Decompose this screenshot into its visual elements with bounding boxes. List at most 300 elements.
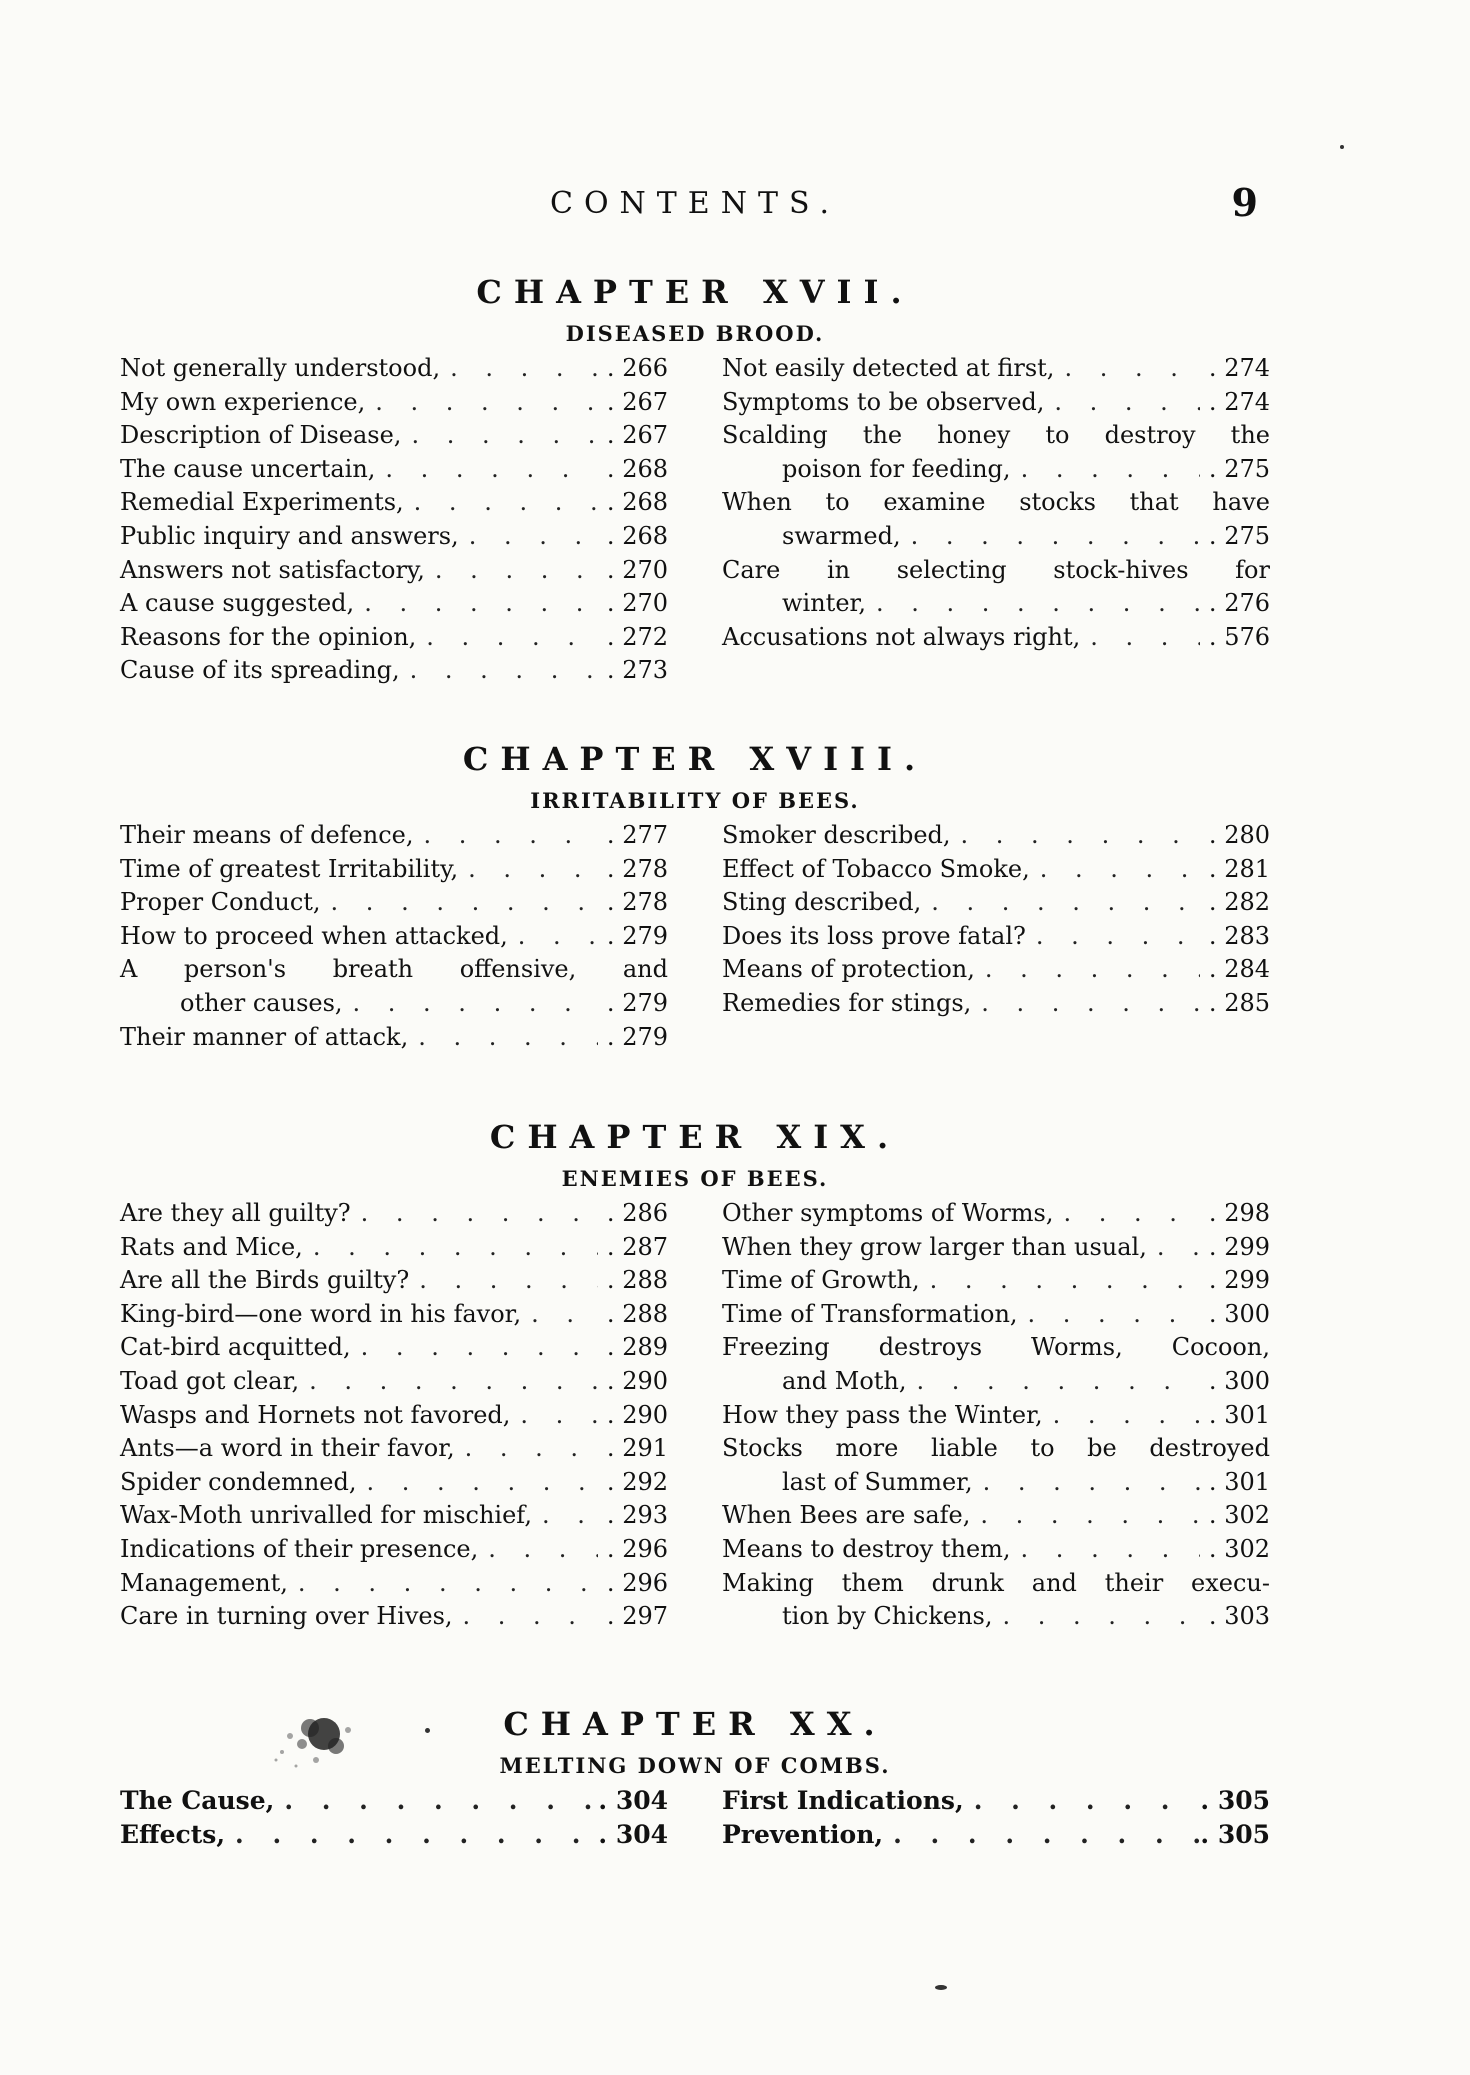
dot-leader [975,953,1200,987]
dot-leader [993,1600,1201,1634]
toc-entry-title: Symptoms to be observed, [722,387,1045,416]
toc-entry-page: . 301 [1200,1399,1270,1433]
toc-entry [120,1784,668,1818]
toc-word: and [1031,1568,1077,1597]
toc-entry-first-line [722,1432,1270,1466]
dot-leader [440,352,598,386]
toc-entry-page: . 275 [1200,453,1270,487]
toc-entry [120,987,668,1021]
dot-leader [321,886,598,920]
dot-leader [1026,920,1200,954]
toc-entry [120,1432,668,1466]
toc-entry-wrapped [722,486,1270,553]
toc-entry-title: other causes, [180,988,343,1017]
toc-entry [120,886,668,920]
toc-entry-title: Indications of their presence, [120,1534,479,1563]
toc-entry-title: Accusations not always right, [722,622,1081,651]
toc-entry-page: . 289 [598,1331,668,1365]
toc-entry-first-line [120,953,668,987]
dot-leader [1080,621,1200,655]
toc-word: execu- [1191,1568,1270,1597]
toc-entry-title: Wasps and Hornets not favored, [120,1400,511,1429]
toc-entry [120,1298,668,1332]
toc-entry-page: . 304 [598,1784,668,1818]
toc-entry-page: . 279 [598,987,668,1021]
toc-entry [722,453,1270,487]
toc-entry-title: Care in turning over Hives, [120,1602,453,1631]
toc-entry-page: . 304 [598,1818,668,1852]
toc-entry-page: . 277 [598,819,668,853]
toc-word: for [1235,555,1270,584]
dot-leader [365,386,598,420]
chapter-title: CHAPTER XVIII. [462,740,928,778]
toc-word: them [841,1568,904,1597]
toc-entry [722,1399,1270,1433]
toc-entry [722,386,1270,420]
toc-entry-page: . 288 [598,1298,668,1332]
toc-word: stocks [1019,488,1096,517]
toc-columns [120,352,1270,688]
toc-entry-title: Cat-bird acquitted, [120,1333,351,1362]
toc-column-left [120,819,668,1054]
toc-entry-page: . 272 [598,621,668,655]
toc-entry-title: Are all the Birds guilty? [120,1266,410,1295]
toc-entry-page: . 281 [1200,853,1270,887]
toc-entry-title: Rats and Mice, [120,1232,303,1261]
toc-entry-wrapped [722,1567,1270,1634]
chapter-title: CHAPTER XIX. [489,1118,901,1156]
toc-entry-title: Cause of its spreading, [120,656,400,685]
toc-entry-first-line [722,1567,1270,1601]
toc-column-left [120,352,668,688]
toc-entry-page: . 284 [1200,953,1270,987]
toc-entry [722,987,1270,1021]
dot-leader [1044,386,1200,420]
dot-leader [1011,1533,1200,1567]
toc-entry-title: Does its loss prove fatal? [722,921,1026,950]
toc-entry-page: . 270 [598,554,668,588]
toc-entry [722,1298,1270,1332]
toc-word: Freezing [722,1333,830,1362]
toc-entry [722,886,1270,920]
toc-column-right [722,819,1270,1054]
toc-column-left [120,1197,668,1634]
toc-entry-title: The cause uncertain, [120,454,376,483]
toc-word: to [825,488,850,517]
dot-leader [973,1466,1200,1500]
toc-entry-page: . 278 [598,853,668,887]
dot-leader [408,1021,598,1055]
toc-entry-title: Not generally understood, [120,354,441,382]
toc-entry-title: Smoker described, [722,821,951,849]
dot-leader [416,621,598,655]
toc-entry-title: Means to destroy them, [722,1534,1011,1563]
toc-entry [120,453,668,487]
toc-word: destroy [1104,421,1196,450]
toc-entry-page: . 296 [598,1567,668,1601]
toc-entry-title: Other symptoms of Worms, [722,1199,1054,1227]
toc-column-right [722,1784,1270,1851]
toc-word: that [1129,488,1179,517]
dot-leader [288,1567,598,1601]
toc-entry [120,654,668,688]
toc-entry-wrapped [120,953,668,1020]
toc-word: person's [183,955,287,984]
dot-leader [375,453,598,487]
toc-entry-title: Are they all guilty? [120,1199,351,1227]
dot-leader [459,520,598,554]
toc-entry-page: . 300 [1200,1298,1270,1332]
toc-entry-page: . 274 [1200,386,1270,420]
toc-entry [722,587,1270,621]
toc-entry-title: Time of Growth, [722,1266,920,1295]
ink-speck [1340,145,1344,149]
toc-columns [120,1784,1270,1851]
toc-entry-title: swarmed, [782,521,901,550]
toc-entry-page: . 287 [598,1231,668,1265]
dot-leader [883,1818,1200,1852]
toc-entry-title: tion by Chickens, [782,1602,993,1631]
toc-entry-wrapped [722,1331,1270,1398]
toc-entry-first-line [722,419,1270,453]
chapter-subtitle: IRRITABILITY OF BEES. [530,788,860,813]
toc-entry-page: . 282 [1200,886,1270,920]
toc-entry-title: Effect of Tobacco Smoke, [722,854,1030,883]
dot-leader [274,1784,598,1818]
toc-entry-page: . 290 [598,1365,668,1399]
dot-leader [971,987,1200,1021]
dot-leader [1147,1231,1200,1265]
toc-word: Cocoon, [1171,1333,1270,1362]
toc-word: stock-hives [1053,555,1189,584]
toc-entry-title: poison for feeding, [782,454,1011,483]
toc-word: offensive, [459,955,577,984]
toc-entry-page: . 283 [1200,920,1270,954]
toc-entry [120,1466,668,1500]
chapter-section [120,268,1270,688]
toc-entry-page: . 279 [598,1021,668,1055]
dot-leader [532,1499,598,1533]
toc-entry [722,1231,1270,1265]
toc-entry-page: . 268 [598,486,668,520]
toc-word: be [1087,1434,1117,1463]
toc-entry-page: . 299 [1200,1231,1270,1265]
toc-entry-title: Prevention, [722,1819,884,1849]
dot-leader [521,1298,598,1332]
toc-word: the [862,421,903,450]
toc-entry-title: The Cause, [120,1786,275,1815]
ink-speck [425,1728,430,1733]
toc-entry [120,1365,668,1399]
dot-leader [920,1264,1200,1298]
dot-leader [510,1399,598,1433]
toc-word: liable [930,1434,998,1463]
chapter-subtitle: MELTING DOWN OF COMBS. [499,1753,891,1778]
toc-entry-page: . 302 [1200,1533,1270,1567]
running-title: CONTENTS. [550,186,840,221]
dot-leader [455,1432,598,1466]
toc-column-left [120,1784,668,1851]
dot-leader [970,1499,1200,1533]
dot-leader [1030,853,1200,887]
toc-entry-page: . 305 [1200,1818,1270,1852]
toc-entry [120,386,668,420]
chapter-title: CHAPTER XX. [503,1705,887,1743]
toc-word: examine [883,488,986,517]
toc-entry [120,1331,668,1365]
toc-entry-title: Remedies for stings, [722,988,972,1017]
toc-entry [120,352,668,386]
chapter-title: CHAPTER XVII. [476,273,914,311]
toc-word: their [1104,1568,1164,1597]
toc-entry-title: Effects, [120,1819,226,1849]
toc-entry-wrapped [722,419,1270,486]
toc-entry [722,819,1270,853]
toc-entry-title: A cause suggested, [120,589,355,618]
toc-entry-title: winter, [782,589,866,618]
toc-entry-page: . 274 [1200,352,1270,386]
dot-leader [351,1331,598,1365]
toc-word: to [1030,1434,1055,1463]
toc-entry [120,554,668,588]
toc-entry [120,1197,668,1231]
toc-entry-title: Time of greatest Irritability, [120,854,459,883]
toc-word: Care [722,555,781,584]
toc-entry [120,587,668,621]
toc-entry [120,1231,668,1265]
toc-entry [120,819,668,853]
toc-entry-title: Sting described, [722,888,922,917]
toc-entry-title: When they grow larger than usual, [722,1232,1147,1261]
dot-leader [964,1784,1200,1818]
toc-entry-title: Public inquiry and answers, [120,521,459,550]
toc-entry [722,520,1270,554]
toc-entry-page: . 267 [598,386,668,420]
toc-entry [722,1197,1270,1231]
dot-leader [425,554,598,588]
toc-entry-wrapped [722,1432,1270,1499]
toc-word: selecting [896,555,1007,584]
toc-entry-page: . 302 [1200,1499,1270,1533]
dot-leader [1043,1399,1200,1433]
toc-entry [722,1466,1270,1500]
toc-entry-page: . 280 [1200,819,1270,853]
toc-entry-title: Proper Conduct, [120,888,321,917]
dot-leader [303,1231,598,1265]
toc-entry-title: Reasons for the opinion, [120,622,417,651]
toc-entry-title: and Moth, [782,1366,907,1395]
toc-columns [120,1197,1270,1634]
toc-entry-title: Remedial Experiments, [120,488,404,517]
toc-entry-page: . 299 [1200,1264,1270,1298]
toc-entry-title: Time of Transformation, [722,1299,1018,1328]
toc-entry [120,1567,668,1601]
toc-entry-page: . 268 [598,520,668,554]
toc-word: drunk [931,1568,1004,1597]
toc-entry [120,486,668,520]
toc-entry [120,1021,668,1055]
toc-entry-page: . 291 [598,1432,668,1466]
dot-leader [409,1264,598,1298]
toc-entry-page: . 576 [1200,621,1270,655]
toc-entry [722,1264,1270,1298]
toc-word: honey [937,421,1011,450]
toc-entry-page: . 288 [598,1264,668,1298]
ink-speck [935,1985,947,1990]
toc-entry [722,352,1270,386]
dot-leader [866,587,1200,621]
toc-entry-title: Their manner of attack, [120,1022,409,1051]
dot-leader [907,1365,1200,1399]
toc-entry-page: . 273 [598,654,668,688]
dot-leader [400,654,598,688]
ink-blot-ornament [262,1700,372,1780]
toc-entry-page: . 267 [598,419,668,453]
toc-entry [120,920,668,954]
toc-entry-first-line [722,1331,1270,1365]
toc-entry-page: . 303 [1200,1600,1270,1634]
toc-entry-title: My own experience, [120,387,366,416]
toc-entry-title: Toad got clear, [120,1366,300,1395]
dot-leader [1054,1197,1201,1231]
toc-entry [120,1600,668,1634]
dot-leader [356,1466,598,1500]
toc-entry [722,1784,1270,1818]
toc-entry-page: . 301 [1200,1466,1270,1500]
toc-entry [722,621,1270,655]
page-number: 9 [1231,180,1258,225]
dot-leader [401,419,598,453]
dot-leader [901,520,1200,554]
toc-entry [120,1818,668,1852]
toc-entry [722,1818,1270,1852]
toc-entry-title: Their means of defence, [120,821,414,849]
dot-leader [458,853,598,887]
toc-entry-page: . 290 [598,1399,668,1433]
toc-entry [120,1399,668,1433]
toc-entry [120,419,668,453]
toc-entry-page: . 300 [1200,1365,1270,1399]
dot-leader [1054,352,1200,386]
toc-entry [722,1499,1270,1533]
toc-entry [120,1533,668,1567]
chapter-section [120,735,1270,1054]
toc-entry-page: . 285 [1200,987,1270,1021]
toc-entry-wrapped [722,554,1270,621]
page-header [120,180,1270,236]
toc-word: the [1230,421,1270,450]
dot-leader [225,1818,598,1852]
toc-entry-page: . 279 [598,920,668,954]
toc-entry-page: . 278 [598,886,668,920]
toc-word: A [120,955,138,984]
dot-leader [299,1365,598,1399]
chapter-subtitle: ENEMIES OF BEES. [561,1166,829,1191]
toc-entry-title: How they pass the Winter, [722,1400,1043,1429]
dot-leader [951,819,1200,853]
toc-entry [722,920,1270,954]
dot-leader [508,920,598,954]
toc-entry [722,953,1270,987]
toc-entry-title: Not easily detected at first, [722,354,1055,382]
dot-leader [1011,453,1200,487]
toc-word: Stocks [722,1434,803,1463]
toc-entry [120,520,668,554]
toc-entry-title: Spider condemned, [120,1467,357,1496]
toc-word: Scalding [722,421,828,450]
toc-word: have [1212,488,1270,517]
toc-entry [722,853,1270,887]
toc-word: destroyed [1149,1434,1270,1463]
toc-entry-title: When Bees are safe, [722,1501,971,1530]
dot-leader [354,587,598,621]
dot-leader [413,819,598,853]
toc-entry [120,1499,668,1533]
toc-entry-page: . 293 [598,1499,668,1533]
toc-entry-first-line [722,486,1270,520]
toc-word: and [622,955,668,984]
chapter-section [120,1113,1270,1634]
dot-leader [453,1600,598,1634]
toc-entry-page: . 270 [598,587,668,621]
toc-entry-title: First Indications, [722,1786,964,1815]
dot-leader [1018,1298,1200,1332]
toc-word: more [835,1434,899,1463]
toc-word: in [826,555,851,584]
toc-entry-first-line [722,554,1270,588]
dot-leader [404,486,598,520]
toc-word: to [1045,421,1070,450]
toc-column-right [722,352,1270,688]
toc-word: Making [722,1568,814,1597]
toc-entry [120,853,668,887]
toc-entry-title: Management, [120,1568,288,1597]
toc-entry-page: . 268 [598,453,668,487]
toc-entry-title: Wax-Moth unrivalled for mischief, [120,1501,532,1530]
toc-word: When [722,488,792,517]
toc-entry-title: Ants—a word in their favor, [120,1434,455,1463]
dot-leader [351,1197,598,1231]
toc-entry-page: . 286 [598,1197,668,1231]
toc-columns [120,819,1270,1054]
toc-entry-page: . 305 [1200,1784,1270,1818]
toc-entry [722,1533,1270,1567]
toc-entry-title: King-bird—one word in his favor, [120,1299,522,1328]
toc-column-right [722,1197,1270,1634]
toc-word: breath [332,955,414,984]
toc-entry-title: last of Summer, [782,1467,973,1496]
toc-entry-title: Means of protection, [722,955,975,984]
toc-entry [722,1365,1270,1399]
toc-entry-page: . 276 [1200,587,1270,621]
dot-leader [343,987,598,1021]
dot-leader [921,886,1200,920]
toc-entry [722,1600,1270,1634]
chapter-subtitle: DISEASED BROOD. [565,321,825,346]
toc-entry-page: . 298 [1200,1197,1270,1231]
toc-entry-title: Description of Disease, [120,421,402,450]
toc-entry-page: . 296 [598,1533,668,1567]
toc-word: destroys [878,1333,983,1362]
toc-entry-page: . 275 [1200,520,1270,554]
toc-entry-page: . 297 [598,1600,668,1634]
toc-entry [120,621,668,655]
toc-entry-title: Answers not satisfactory, [120,555,425,584]
toc-entry-page: . 266 [598,352,668,386]
dot-leader [478,1533,598,1567]
toc-entry-page: . 292 [598,1466,668,1500]
toc-word: Worms, [1031,1333,1123,1362]
